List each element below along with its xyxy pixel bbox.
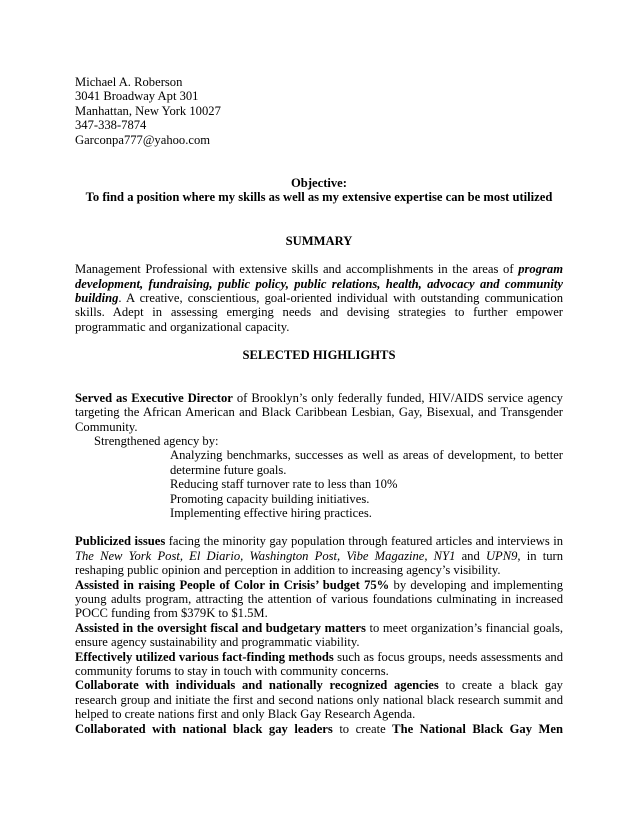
objective-heading: Objective: — [291, 176, 347, 191]
contact-address-line2: Manhattan, New York 10027 — [75, 103, 221, 118]
contact-block — [75, 75, 563, 147]
objective-text: To find a position where my skills as well as my extensive expertise can be most utilized — [85, 190, 553, 205]
bullet-item: Promoting capacity building initiatives. — [170, 491, 370, 506]
collaborate-research-paragraph: Collaborate with individuals and nationally recognized agencies to create a black gay research group and initiate the first and second nations only national black research summit and helped to create nations first and only Black Gay Research Agenda. — [75, 678, 563, 722]
bullet-item: Reducing staff turnover rate to less than 10% — [170, 477, 398, 492]
bullet-item: Analyzing benchmarks, successes as well as areas of development, to better determine future goals. — [170, 448, 563, 477]
resume-page — [75, 75, 563, 736]
publicized-paragraph: Publicized issues facing the minority gay population through featured articles and interviews in The New York Post, El Diario, Washington Post, Vibe Magazine, NY1 and UPN9, in turn reshaping public opinion and perception in addition to increasing agency’s visibility. — [75, 534, 564, 578]
collaborate-leaders-paragraph: Collaborated with national black gay leaders to create The National Black Gay Men — [75, 721, 564, 736]
contact-phone: 347-338-7874 — [75, 118, 147, 133]
summary-heading: SUMMARY — [285, 233, 353, 248]
fiscal-paragraph: Assisted in the oversight fiscal and budgetary matters to meet organization’s financial goals, ensure agency sustainability and programmatic viability. — [75, 620, 563, 650]
exec-director-paragraph: Served as Executive Director of Brooklyn’s only federally funded, HIV/AIDS service agency targeting the African American and Black Caribbean Lesbian, Gay, Bisexual, and Transgender Community. — [75, 390, 563, 434]
strengthened-label: Strengthened agency by: — [94, 433, 219, 448]
highlights-heading: SELECTED HIGHLIGHTS — [242, 348, 396, 363]
bullet-item: Implementing effective hiring practices. — [170, 505, 372, 520]
poc-budget-paragraph: Assisted in raising People of Color in Crisis’ budget 75% by developing and implementing young adults program, attracting the attention of various foundations culminating in increased POCC funding from $379K to $1.5M. — [75, 577, 563, 621]
fact-finding-paragraph: Effectively utilized various fact-finding methods such as focus groups, needs assessments and community forums to stay in touch with community concerns. — [75, 649, 564, 678]
contact-email: Garconpa777@yahoo.com — [75, 132, 211, 147]
contact-address-line1: 3041 Broadway Apt 301 — [75, 89, 199, 104]
summary-paragraph: Management Professional with extensive skills and accomplishments in the areas of program development, fundraising, public policy, public relations, health, advocacy and community building. A creative, conscientious, goal-oriented individual with outstanding communication skills. Adept in assessing emerging needs and devising strategies to further empower programmatic and organizational capacity. — [75, 262, 563, 334]
contact-name: Michael A. Roberson — [75, 75, 183, 89]
